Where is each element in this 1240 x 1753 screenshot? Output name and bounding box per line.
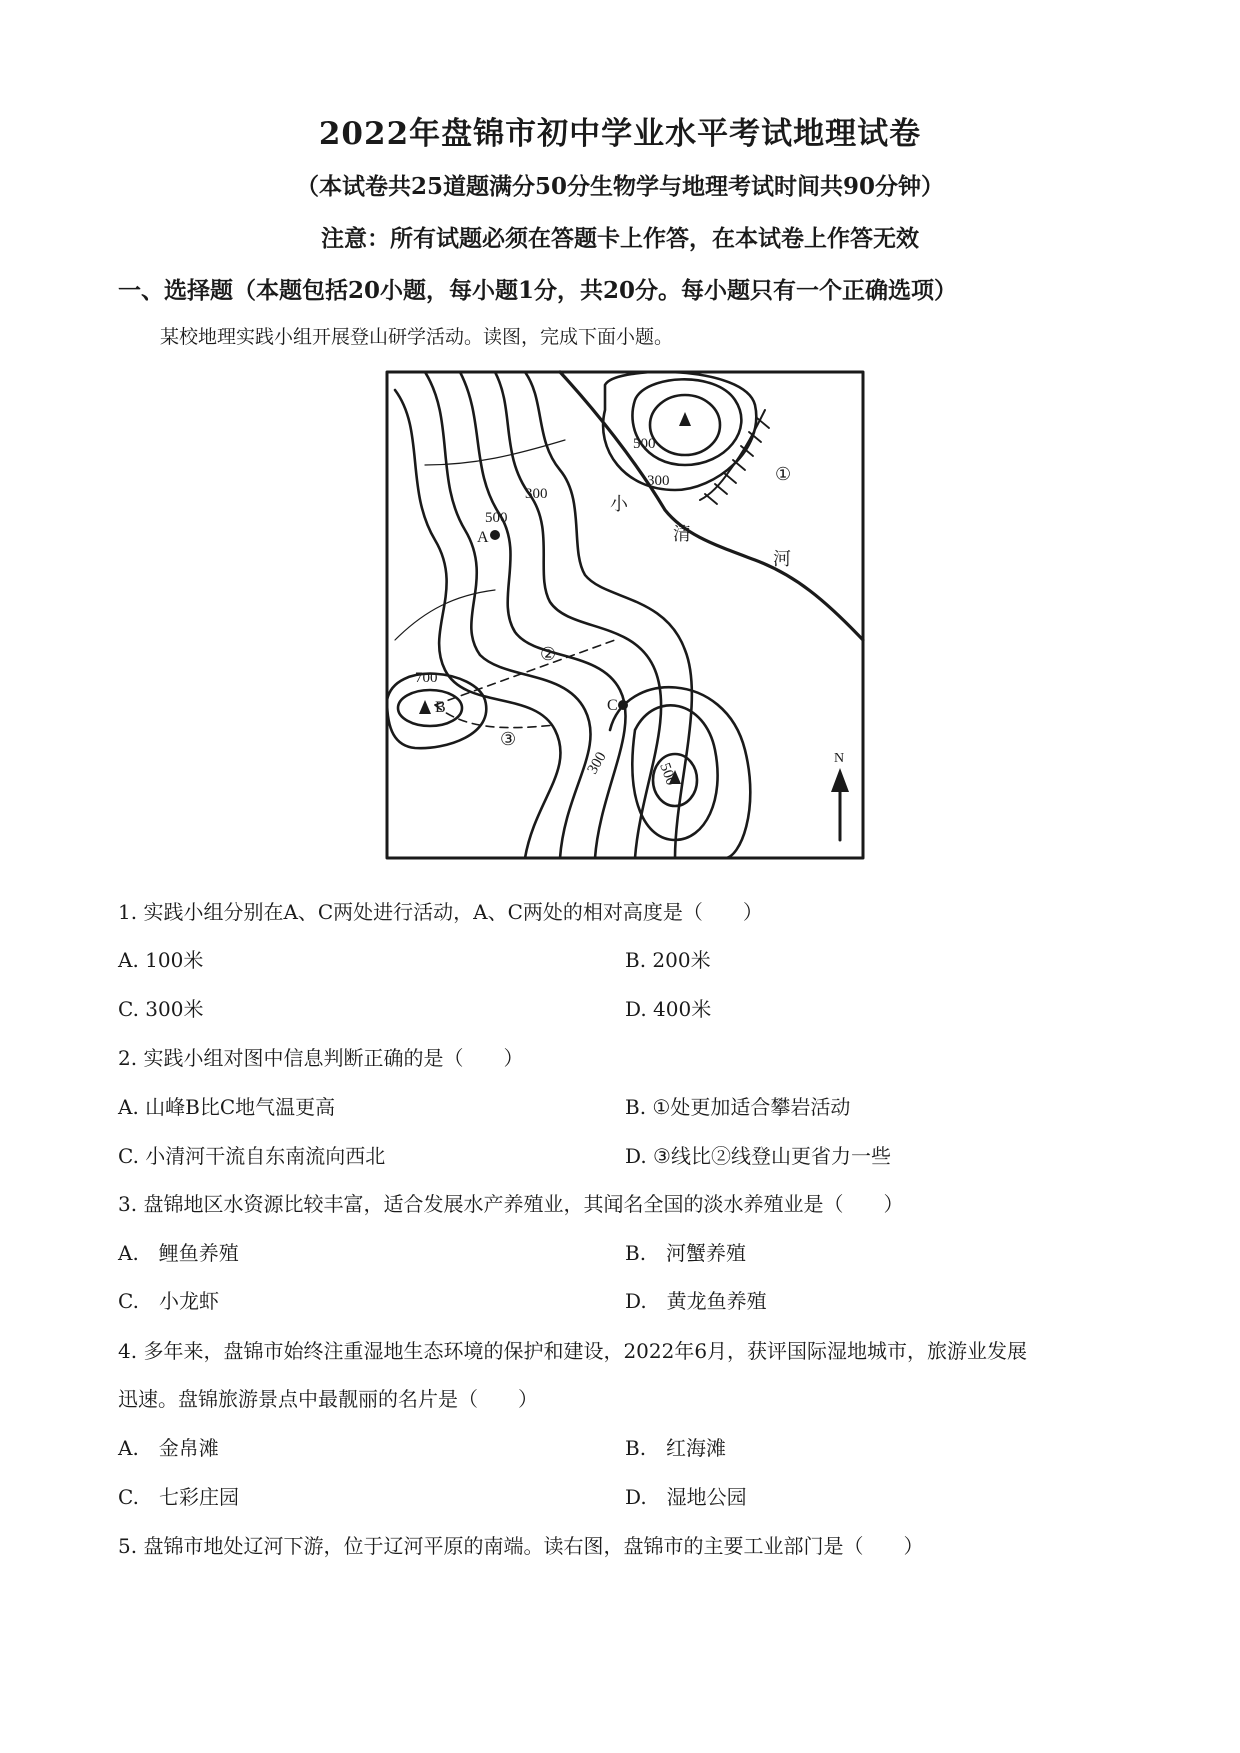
q4-option-a: A. 金帛滩 <box>118 1436 219 1460</box>
contour-label: 300 <box>584 749 610 777</box>
point-c-dot <box>618 700 628 710</box>
point-b-label: B <box>435 699 446 716</box>
contour-map <box>385 370 865 860</box>
north-label: N <box>834 751 845 766</box>
map-frame <box>387 372 863 858</box>
q3-option-a: A. 鲤鱼养殖 <box>118 1241 239 1265</box>
river-char: 小 <box>610 494 628 514</box>
q3-option-c: C. 小龙虾 <box>118 1289 219 1313</box>
exam-subtitle: （本试卷共25道题满分50分生物学与地理考试时间共90分钟） <box>295 173 945 200</box>
contour-label: 500 <box>633 436 656 452</box>
q3-option-b: B. 河蟹养殖 <box>625 1241 747 1265</box>
contour-label: 500 <box>656 760 679 788</box>
question-4-line-2: 迅速。盘锦旅游景点中最靓丽的名片是（ ） <box>118 1387 538 1411</box>
marker-3: ③ <box>500 729 517 749</box>
contour-label: 300 <box>647 473 670 489</box>
river-char: 清 <box>673 524 691 544</box>
q4-option-d: D. 湿地公园 <box>625 1485 747 1509</box>
q4-option-b: B. 红海滩 <box>625 1436 727 1460</box>
exam-notice: 注意：所有试题必须在答题卡上作答，在本试卷上作答无效 <box>321 225 919 252</box>
question-2: 2. 实践小组对图中信息判断正确的是（ ） <box>118 1046 524 1070</box>
point-a-dot <box>490 530 500 540</box>
contour-label: 300 <box>525 486 548 502</box>
question-5: 5. 盘锦市地处辽河下游，位于辽河平原的南端。读右图，盘锦市的主要工业部门是（ ） <box>118 1534 924 1558</box>
q2-option-c: C. 小清河干流自东南流向西北 <box>118 1144 386 1168</box>
section-heading: 一、选择题（本题包括20小题，每小题1分，共20分。每小题只有一个正确选项） <box>118 277 958 304</box>
exam-title: 2022年盘锦市初中学业水平考试地理试卷 <box>318 116 922 152</box>
q1-option-c: C. 300米 <box>118 997 204 1021</box>
q2-option-a: A. 山峰B比C地气温更高 <box>118 1095 336 1119</box>
marker-1: ① <box>775 464 792 484</box>
north-arrow-head <box>831 768 849 792</box>
q2-option-d: D. ③线比②线登山更省力一些 <box>625 1144 891 1168</box>
q4-option-c: C. 七彩庄园 <box>118 1485 239 1509</box>
q2-option-b: B. ①处更加适合攀岩活动 <box>625 1095 851 1119</box>
contour-label: 700 <box>415 670 438 686</box>
question-intro: 某校地理实践小组开展登山研学活动。读图，完成下面小题。 <box>160 326 674 348</box>
q1-option-d: D. 400米 <box>625 997 712 1021</box>
contour-label: 500 <box>485 510 508 526</box>
q3-option-d: D. 黄龙鱼养殖 <box>625 1289 767 1313</box>
q1-option-b: B. 200米 <box>625 948 711 972</box>
question-4-line-1: 4. 多年来，盘锦市始终注重湿地生态环境的保护和建设，2022年6月，获评国际湿地城市，旅游业发展 <box>118 1339 1028 1363</box>
point-c-label: C <box>607 697 618 714</box>
q1-option-a: A. 100米 <box>118 948 204 972</box>
river-char: 河 <box>773 549 791 569</box>
peak-triangle-b <box>419 700 431 714</box>
question-1: 1. 实践小组分别在A、C两处进行活动，A、C两处的相对高度是（ ） <box>118 900 763 924</box>
point-a-label: A <box>477 529 489 546</box>
question-3: 3. 盘锦地区水资源比较丰富，适合发展水产养殖业，其闻名全国的淡水养殖业是（ ） <box>118 1192 904 1216</box>
marker-2: ② <box>540 644 557 664</box>
peak-triangle-ne <box>679 412 691 426</box>
